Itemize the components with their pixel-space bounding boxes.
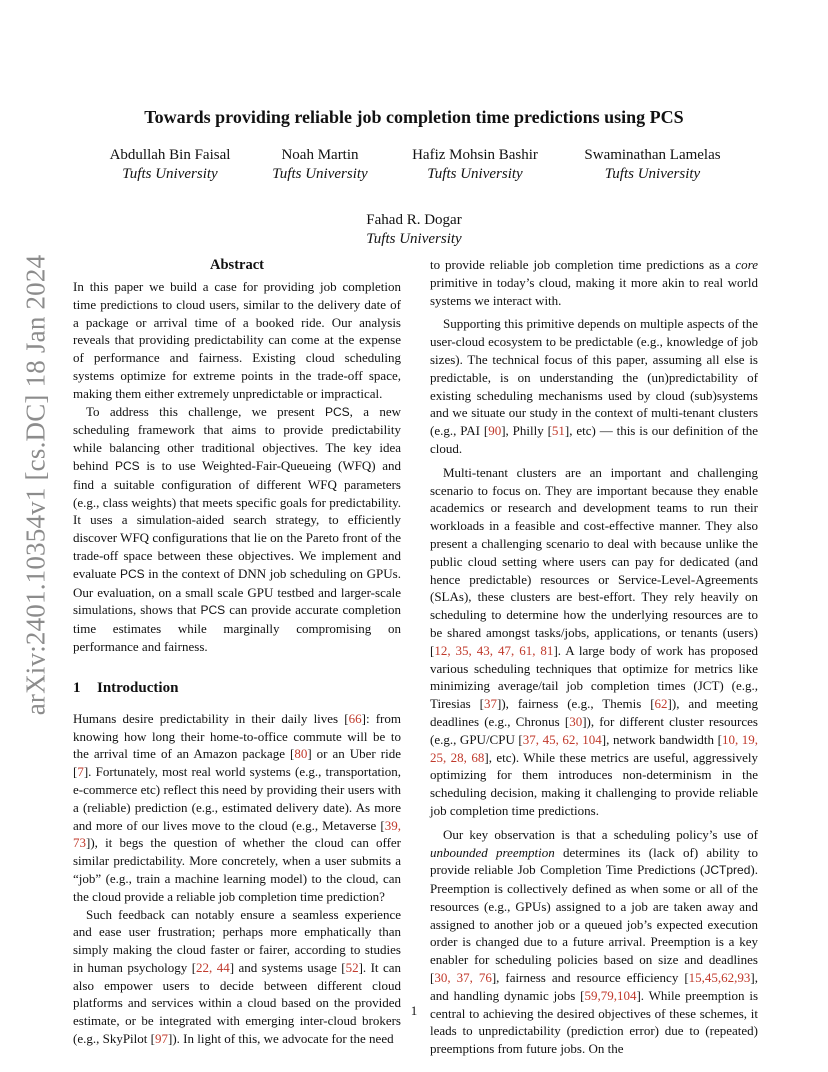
citation-link[interactable]: 30, 37, 76 (434, 970, 492, 986)
author-name: Hafiz Mohsin Bashir (412, 147, 538, 163)
abstract-paragraph-1: In this paper we build a case for providing job completion time predictions to cloud users, similar to the delivery date of a package or arrival time of a booked ride. Our analysis reveals that providing predictability can come at the expense of performance and fairness. Existing cloud scheduling systems optimize for extreme points in the trade-off space, making them either extremely unpredictable or impractical. (73, 279, 401, 401)
author-name: Fahad R. Dogar (366, 212, 462, 228)
citation-link[interactable]: 37, 45, 62, 104 (522, 731, 602, 747)
author-affiliation: Tufts University (122, 166, 218, 182)
right-paragraph-1: Supporting this primitive depends on multiple aspects of the user-cloud ecosystem to be predictable (e.g., knowledge of job sizes). The technical focus of this paper, assuming all else is predictable, is on understanding the (un)predictability of existing scheduling mechanisms used by cloud (sub)systems and we situate our study in the context of multi-tenant clusters (e.g., PAI [90], Philly [51], etc) — this is our definition of the cloud. (430, 316, 758, 456)
section-number: 1 (73, 679, 81, 696)
system-name: PCS (115, 458, 140, 473)
author-1 (95, 146, 245, 184)
citation-link[interactable]: 62 (654, 696, 668, 712)
citation-link[interactable]: 30 (569, 713, 583, 729)
author-affiliation: Tufts University (427, 166, 523, 182)
metric-name: JCTpred (704, 863, 751, 878)
page-number: 1 (410, 1003, 418, 1018)
citation-link[interactable]: 59,79,104 (584, 987, 637, 1003)
system-name: PCS (324, 404, 350, 419)
arxiv-identifier: arXiv:2401.10354v1 [cs.DC] 18 Jan 2024 (20, 254, 51, 716)
citation-link[interactable]: 90 (488, 423, 502, 439)
citation-link[interactable]: 80 (294, 746, 308, 762)
author-name: Abdullah Bin Faisal (109, 147, 231, 163)
system-name: PCS (119, 566, 145, 581)
citation-link[interactable]: 51 (551, 423, 565, 439)
author-affiliation: Tufts University (604, 166, 701, 182)
author-2 (255, 146, 385, 184)
author-name: Noah Martin (281, 147, 359, 163)
citation-link[interactable]: 12, 35, 43, 47, 61, 81 (434, 642, 554, 658)
intro-paragraph-1: Humans desire predictability in their daily lives [66]: from knowing how long their home-to-office commute will be to the arrival time of an Amazon package [80] or an Uber ride [7]. Fortunately, most real world systems (e.g., transportation, e-commerce etc) reflect this need by providing their users with a (reliable) prediction (e.g., estimated delivery date). As more and more of our lives move to the cloud (e.g., Metaverse [39, 73]), it begs the question of whether the cloud can offer similar predictability. More concretely, when a user submits a “job” (e.g., train a machine learning model) to the cloud, can the cloud provide a reliable job completion time prediction? (73, 710, 401, 904)
right-paragraph-2: Multi-tenant clusters are an important and challenging scenario to focus on. They are important because they enable academics or research and development teams to run their workloads in a feasible and cost-effective manner. They also present a challenging scenario to deal with because unlike the public cloud setting where users can pay for dedicated (and hence predictable) resources or Service-Level-Agreements (SLAs), these clusters are best-effort. They rely heavily on scheduling to determine how the underlying resources are to be shared amongst tasks/jobs, applications, or tenants (users) [12, 35, 43, 47, 61, 81]. A large body of work has proposed various scheduling techniques that optimize for metrics like minimizing average/tail job completion times (JCT) (e.g., Tiresias [37]), fairness (e.g., Themis [62]), and meeting deadlines (e.g., Chronus [30]), for different cluster resources (e.g., GPU/CPU [37, 45, 62, 104], network bandwidth [10, 19, 25, 28, 68], etc). While these metrics are useful, aggressively optimizing for them introduces non-determinism in the scheduling decision, making it challenging to provide reliable job completion time predictions. (430, 464, 759, 818)
citation-link[interactable]: 15,45,62,93 (688, 970, 751, 986)
author-name: Swaminathan Lamelas (584, 147, 721, 163)
citation-link[interactable]: 66 (348, 710, 362, 726)
right-column (430, 256, 758, 1058)
intro-paragraph-2: Such feedback can notably ensure a seamless experience and ease user frustration; perhaps more emphatically than simply making the cloud faster or fairer, according to studies in human psychology [22, 44] and systems usage [52]. It can also empower users to decide between different cloud platforms and services within a cloud based on the provided estimate, or be integrated with emerging inter-cloud brokers (e.g., SkyPilot [97]). In light of this, we advocate for the need (73, 906, 401, 1047)
right-paragraph-0: to provide reliable job completion time predictions as a core primitive in today’s cloud, making it more akin to real world systems we interact with. (430, 257, 758, 308)
author-affiliation: Tufts University (272, 166, 368, 182)
author-3 (398, 146, 552, 184)
system-name: PCS (200, 603, 226, 618)
left-column (73, 256, 401, 1048)
citation-link[interactable]: 7 (77, 764, 84, 780)
section-heading (73, 678, 401, 698)
citation-link[interactable]: 97 (154, 1031, 168, 1047)
paper-title: Towards providing reliable job completion time predictions using PCS (144, 107, 684, 127)
section-title: Introduction (97, 679, 179, 696)
citation-link[interactable]: 10, 19, 25, 28, 68 (430, 731, 759, 765)
abstract-paragraph-2: To address this challenge, we present PCS, a new scheduling framework that aims to provide predictability while balancing other traditional objectives. The key idea behind PCS is to use Weighted-Fair-Queueing (WFQ) and find a suitable configuration of different WFQ parameters (e.g., class weights) that meets specific goals for predictability. It uses a simulation-aided search strategy, to efficiently discover WFQ configurations that lie on the Pareto front of the trade-off space between these objectives. We implement and evaluate PCS in the context of DNN job scheduling on GPUs. Our evaluation, on a small scale GPU testbed and larger-scale simulations, shows that PCS can provide accurate completion time estimates while marginally compromising on performance and fairness. (73, 403, 402, 654)
abstract-heading: Abstract (210, 257, 264, 273)
citation-link[interactable]: 39, 73 (73, 817, 401, 851)
author-affiliation: Tufts University (366, 231, 462, 247)
citation-link[interactable]: 52 (345, 959, 359, 975)
citation-link[interactable]: 37 (483, 696, 497, 712)
author-4 (570, 146, 735, 184)
author-5 (339, 211, 489, 249)
citation-link[interactable]: 22, 44 (196, 959, 230, 975)
right-paragraph-3: Our key observation is that a scheduling policy’s use of unbounded preemption determines its (lack of) ability to provide reliable Job Completion Time Predictions (JCTpred). Preemption is collectively defined as when some or all of the resources (e.g., GPUs) assigned to a job are taken away and assigned to another job or a queued job’s expected execution order is changed due to a future arrival. Preemption is a key enabler for scheduling policies based on size and deadlines [30, 37, 76], fairness and resource efficiency [15,45,62,93], and handling dynamic jobs [59,79,104]. While preemption is central to achieving the desired objectives of these schemes, it leads to unpredictability (prediction error) due to (repeated) preemptions from future jobs. On the (430, 826, 759, 1057)
